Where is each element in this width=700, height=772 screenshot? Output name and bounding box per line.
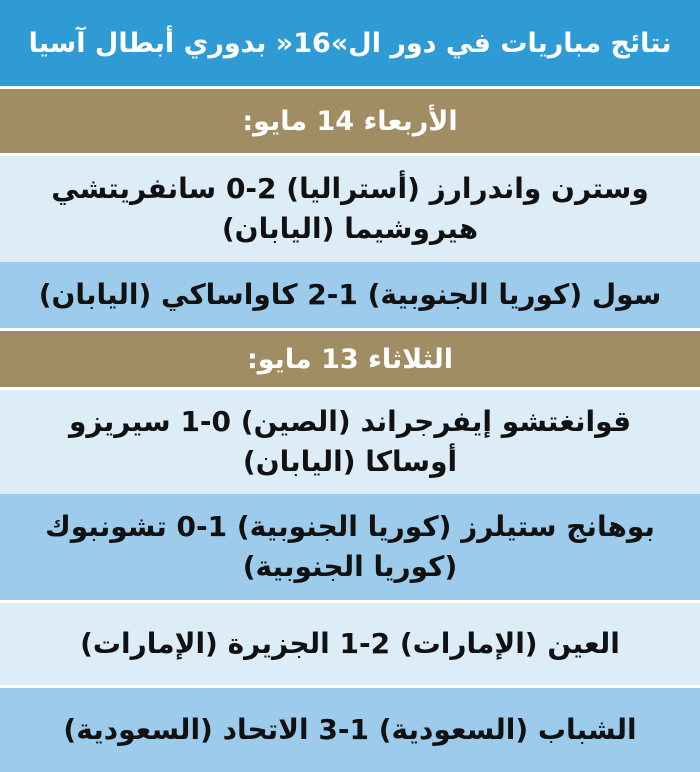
match-row — [0, 603, 700, 685]
match-line: بوهانج ستيلرز (كوريا الجنوبية) 1-0 تشونبوك — [45, 510, 655, 543]
match-row — [0, 494, 700, 600]
match-line: هيروشيما (اليابان) — [221, 212, 479, 245]
day-label: الثلاثاء 13 مايو: — [246, 343, 454, 375]
day-header-tuesday — [0, 328, 700, 390]
day-label: الأربعاء 14 مايو: — [242, 105, 458, 137]
match-line: العين (الإمارات) 2-1 الجزيرة (الإمارات) — [80, 627, 620, 660]
match-row — [0, 156, 700, 262]
match-line: الشباب (السعودية) 1-3 الاتحاد (السعودية) — [63, 713, 637, 746]
match-line: سول (كوريا الجنوبية) 1-2 كاواساكي (اليابان) — [38, 278, 662, 311]
match-line: قوانغتشو إيفرجراند (الصين) 0-1 سيريزو — [68, 405, 632, 438]
match-row — [0, 262, 700, 328]
match-line: (كوريا الجنوبية) — [242, 550, 458, 583]
match-line: وسترن واندرارز (أستراليا) 2-0 سانفريتشي — [51, 172, 649, 205]
match-row — [0, 390, 700, 494]
match-line: أوساكا (اليابان) — [242, 445, 458, 478]
table-title — [0, 0, 700, 86]
day-header-wednesday — [0, 86, 700, 156]
table-title-text: نتائج مباريات في دور ال»16« بدوري أبطال آسيا — [28, 27, 672, 59]
match-row — [0, 688, 700, 772]
